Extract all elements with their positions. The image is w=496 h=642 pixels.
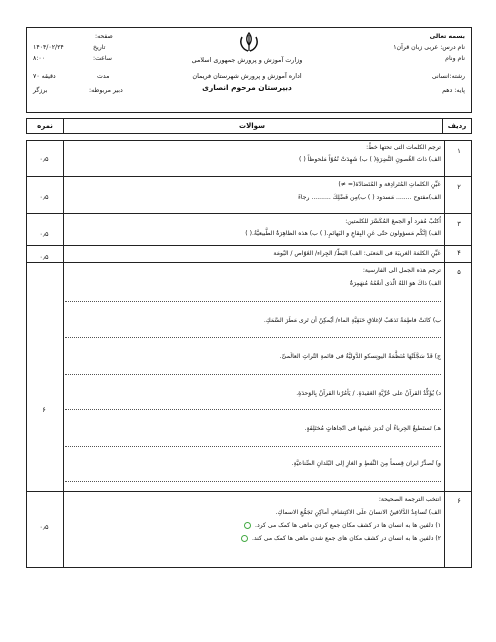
question-text: ج) قَدْ سَجَّلَتْهَا مُنَظَّمَةُ الیونِسکو الدَّولیَّةُ فی قائمةِ التُراثِ العالَمیِّ. <box>279 353 441 360</box>
question-text: هـ) تَستَطیعُ الحِرباءُ أن تُدیرَ عَینَیها فی اتّجاهاتٍ مُختَلِفَةٍ. <box>304 425 441 432</box>
answer-line <box>65 374 441 375</box>
row-divider <box>27 213 471 214</box>
divider <box>442 119 443 133</box>
time-label: ساعت: <box>93 55 112 62</box>
question-text: الف) ذاكَ هوَ اللهُ الّذی أنعُمُهُ مُنهَمِرَةٌ <box>349 280 441 287</box>
question-text: عَیِّنِ الکلمَةَ الغریبَةَ فی المَعنَی: الف) البَطّ/ الجِراء/ الغَوّاص / البُومَة <box>273 250 441 257</box>
divider <box>63 141 64 567</box>
answer-line <box>65 446 441 447</box>
question-text: انتخب الترجمة الصحیحة: <box>378 496 441 503</box>
bismillah: بسمه تعالی <box>429 33 465 40</box>
question-number: ۵ <box>457 268 461 276</box>
question-text: عَیِّنِ الکلماتِ المُتَرادِفة و المُتَضادّة(= ≠) <box>338 181 441 188</box>
field-label: رشته:انسانی <box>431 73 465 80</box>
exam-header <box>26 27 472 113</box>
teacher-label: دبیر مربوطه: <box>89 87 123 94</box>
answer-option[interactable] <box>71 534 441 543</box>
answer-line <box>65 337 441 338</box>
questions-column-label: سوالات <box>239 122 265 130</box>
column-header-bar <box>26 118 472 134</box>
school-name: دبیرستان مرحوم انصاری <box>202 83 292 92</box>
page-label: صفحه: <box>95 33 113 40</box>
question-text: ترجم الکلمات التی تحتها خطٌ: <box>366 144 441 151</box>
question-score: ۶ <box>42 406 46 414</box>
duration-label: مدت <box>97 73 110 80</box>
question-number: ۱ <box>457 147 461 155</box>
question-score: ۰٫۵ <box>39 523 49 531</box>
question-text: ب) کانَتْ فاطِمَةُ تَذهَبُ لإغلاقِ حَنَفِیَّةِ الماء/ أیُمکِنُ أن تَری مَطَرَ السَّمَكِ. <box>263 317 441 324</box>
question-text: الف) إنَّکُم مَسؤولون حتّی عَنِ البِقاعِ و البَهائمِ.( ) ب) هذه الظاهِرَةُ الطَّبیعیَّةُ.( ) <box>245 230 441 237</box>
question-text: الف) تُساعِدُ الدَّلافینُ الانسانَ علَی الاکتِشافِ أماکِنِ تَجَمُّعِ الاسماكِ. <box>275 509 441 516</box>
row-column-label: ردیف <box>447 122 467 130</box>
question-text: و) تُصدِّرُ ایران قِسماً مِنَ النِّفطِ و الغازِ إلی البُلدانِ الصِّناعیَّةِ. <box>291 460 441 467</box>
question-score: ۰٫۵ <box>39 253 49 261</box>
grade-label: پایه: دهم <box>442 87 465 94</box>
option-radio-icon[interactable] <box>244 522 251 529</box>
question-number: ۴ <box>457 249 461 257</box>
answer-line <box>65 301 441 302</box>
teacher-value: برزگر <box>33 87 48 94</box>
time-value: ۸:۰۰ <box>33 55 46 62</box>
question-text: اُکتُبْ مُفرد أو الجمعَ المُکَسَّرَ للکلمتین: <box>345 218 441 225</box>
date-label: تاریخ <box>93 44 106 51</box>
questions-table <box>26 140 472 568</box>
question-text: الف)مفتوح ........ مَسدود ( ) ب)مِن فَضْلِكَ .......... رجاءً <box>298 194 441 201</box>
row-divider <box>27 245 471 246</box>
answer-line <box>65 481 441 482</box>
question-number: ۳ <box>457 220 461 228</box>
question-score: ۰٫۵ <box>39 230 49 238</box>
question-score: ۰٫۵ <box>39 193 49 201</box>
answer-option[interactable] <box>71 521 441 530</box>
question-number: ۶ <box>457 497 461 505</box>
question-text: د) یُؤَکِّدُ القرآنُ علی حُرِّیَّةِ العَقیدَةِ. / یَأمُرُنا القرآنُ بِالوَحدَةِ. <box>296 390 441 397</box>
question-text: الف) ذاتَ الغُصونِ النَّضِرَةِ( ) ب) شَهِدَتْ نُمُوّاً مَلحوظاً ( ) <box>299 156 441 163</box>
question-score: ۰٫۵ <box>39 155 49 163</box>
option-text: ۲) دلفین ها به انسان در کشف مکان های جمع شدن ماهی ها کمک می کند. <box>251 535 441 542</box>
option-radio-icon[interactable] <box>241 535 248 542</box>
subject-label: نام درس: عربی زبان قرآن۱ <box>393 44 465 51</box>
student-name-label: نام ونام <box>445 55 465 62</box>
divider <box>444 141 445 567</box>
row-divider <box>27 262 471 263</box>
score-column-label: نمره <box>37 122 53 130</box>
department-title: اداره آموزش و پرورش شهرستان فریمان <box>192 72 302 80</box>
question-number: ۲ <box>457 183 461 191</box>
iran-emblem-icon <box>237 31 261 53</box>
ministry-title: وزارت آموزش و پرورش جمهوری اسلامی <box>191 56 303 64</box>
duration-value: ۷۰ دقیقه <box>33 73 56 80</box>
row-divider <box>27 491 471 492</box>
date-value: ۱۴۰۴/۰۲/۲۴ <box>33 44 64 51</box>
answer-line <box>65 409 441 410</box>
divider <box>63 119 64 133</box>
exam-page <box>26 0 472 642</box>
option-text: ۱) دلفین ها به انسان ها در کشف مکان جمع کردن ماهی ها کمک می کرد. <box>255 522 441 529</box>
row-divider <box>27 176 471 177</box>
question-text: ترجم هذه الجمل الی الفارسیة: <box>362 267 441 274</box>
